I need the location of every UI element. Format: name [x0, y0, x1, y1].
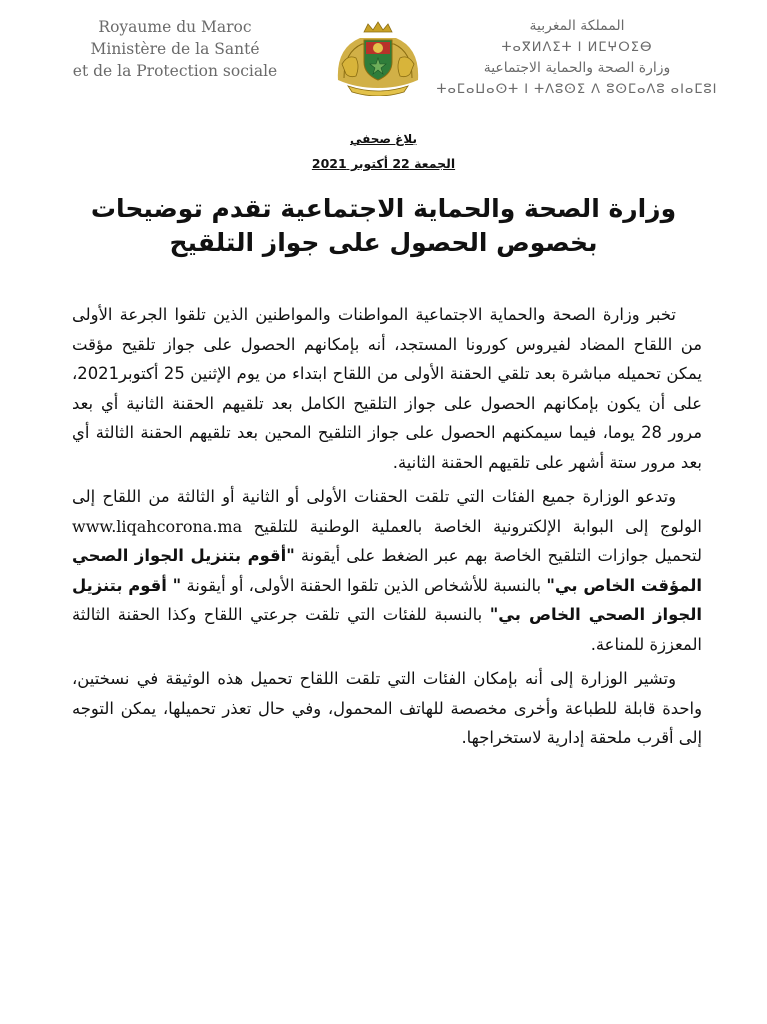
tfng-ministry: ⵜⴰⵎⴰⵡⴰⵙⵜ ⵏ ⵜⴷⵓⵙⵉ ⴷ ⵓⵙⵎⴰⴷⵓ ⴰⵏⴰⵎⵓⵏ [436, 82, 718, 97]
press-release-meta [0, 130, 767, 174]
paragraph-3: وتشير الوزارة إلى أنه بإمكان الفئات التي تلقت اللقاح تحميل هذه الوثيقة في نسختين، واحدة قابلة للطباعة وأخرى مخصصة للهاتف المحمول، وفي حال تعذر تحميلها، يمكن التوجه إلى أقرب ملحقة إدارية لاستخراجها. [72, 669, 702, 747]
paragraph-2-booster: بالنسبة للفئات التي تلقت جرعتي اللقاح وكذا الحقنة الثالثة المعززة للمناعة. [72, 605, 702, 654]
ar-ministry: وزارة الصحة والحماية الاجتماعية [483, 60, 671, 76]
letterhead [0, 0, 767, 110]
tfng-kingdom: ⵜⴰⴳⵍⴷⵉⵜ ⵏ ⵍⵎⵖⵔⵉⴱ [501, 40, 653, 55]
letterhead-arabic-tifinagh [427, 16, 727, 100]
temporary-pass-button-label: "أقوم بتنزيل الجواز الصحي المؤقت الخاص بي" [72, 546, 702, 595]
title-line-1: وزارة الصحة والحماية الاجتماعية تقدم توضيحات [90, 194, 677, 223]
paragraph-2-intro: وتدعو الوزارة جميع الفئات التي تلقت الحقنات الأولى أو الثانية أو الثالثة من اللقاح إلى الولوج إلى البوابة الإلكترونية الخاصة بالعملية الوطنية للتلقيح [72, 487, 702, 536]
press-release-body [72, 300, 702, 758]
document-type: بلاغ صحفي [349, 132, 417, 146]
fr-kingdom: Royaume du Maroc [98, 18, 252, 36]
document-date: الجمعة 22 أكتوبر 2021 [311, 156, 456, 171]
paragraph-2-first-dose: بالنسبة للأشخاص الذين تلقوا الحقنة الأولى، أو أيقونة [186, 575, 542, 595]
title-line-2: بخصوص الحصول على جواز التلقيح [169, 228, 598, 257]
ar-kingdom: المملكة المغربية [529, 18, 625, 34]
coat-of-arms-emblem-icon [330, 18, 426, 96]
letterhead-french [40, 16, 310, 82]
portal-url-link[interactable]: www.liqahcorona.ma [72, 516, 243, 536]
full-pass-button-label: " أقوم بتنزيل الجواز الصحي الخاص بي" [72, 575, 702, 624]
fr-ministry: Ministère de la Santé [90, 40, 260, 58]
page-title [60, 192, 707, 260]
fr-protection: et de la Protection sociale [72, 62, 278, 80]
paragraph-2-download: لتحميل جوازات التلقيح الخاصة بهم عبر الضغط على أيقونة [300, 546, 702, 565]
paragraph-1: تخبر وزارة الصحة والحماية الاجتماعية المواطنات والمواطنين الذين تلقوا الجرعة الأولى من اللقاح المضاد لفيروس كورونا المستجد، أنه بإمكانهم الحصول على جواز تلقيح مؤقت يمكن تحميله مباشرة بعد تلقي الحقنة الأولى من اللقاح ابتداء من يوم الإثنين 25 أكتوبر2021، على أن يكون بإمكانهم الحصول على جواز التلقيح الكامل بعد تلقيهم الحقنة الثانية أي بعد مرور 28 يوما، فيما سيمكنهم الحصول على جواز التلقيح المحين بعد تلقيهم الحقنة الثالثة أي بعد مرور ستة أشهر على تلقيهم الحقنة الثانية. [72, 305, 702, 472]
paragraph-2 [72, 482, 702, 659]
